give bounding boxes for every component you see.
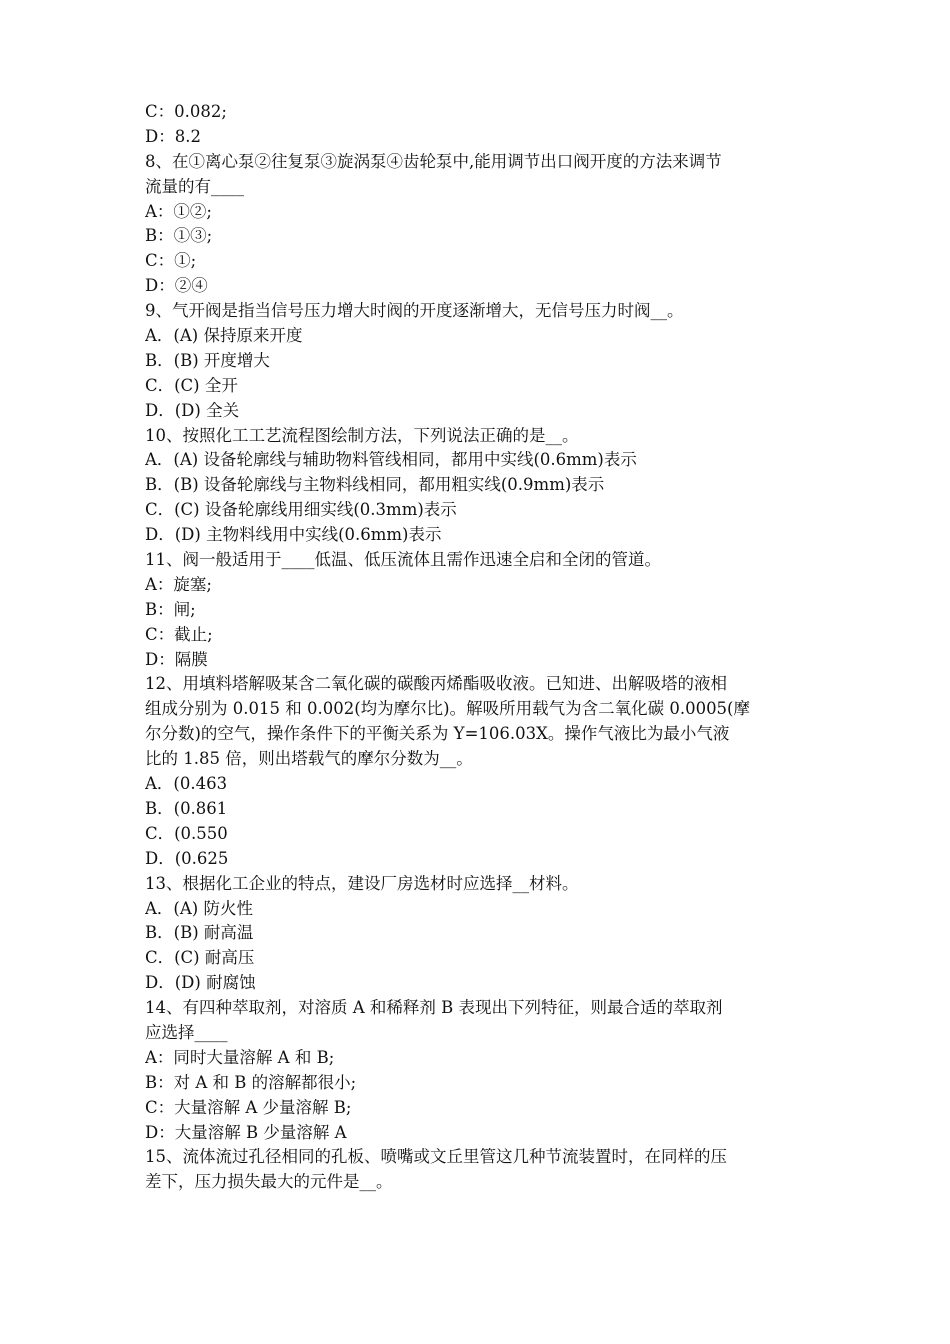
text-line: 应选择____ xyxy=(145,1022,228,1042)
text-line: 9、气开阀是指当信号压力增大时阀的开度逐渐增大，无信号压力时阀__。 xyxy=(145,301,684,321)
text-line: B．(B) 设备轮廓线与主物料线相同，都用粗实线(0.9mm)表示 xyxy=(145,475,605,495)
text-line: D：②④ xyxy=(145,276,208,296)
text-line: A：同时大量溶解 A 和 B; xyxy=(145,1047,335,1067)
text-line: A：①②; xyxy=(145,201,212,221)
text-line: 14、有四种萃取剂，对溶质 A 和稀释剂 B 表现出下列特征，则最合适的萃取剂 xyxy=(145,998,723,1018)
text-line: C．(C) 耐高压 xyxy=(145,948,255,968)
text-line: B．(B) 开度增大 xyxy=(145,350,270,370)
text-line: C：0.082; xyxy=(145,102,227,121)
text-line: D：8.2 xyxy=(145,126,201,146)
text-line: D：大量溶解 B 少量溶解 A xyxy=(145,1122,347,1142)
text-line: D．(D) 耐腐蚀 xyxy=(145,973,256,993)
text-line: A．(A) 保持原来开度 xyxy=(145,326,303,346)
text-line: D．(D) 主物料线用中实线(0.6mm)表示 xyxy=(145,525,442,545)
document-body xyxy=(145,100,810,1195)
text-line: A．(0.463 xyxy=(145,774,228,794)
text-line: 差下，压力损失最大的元件是__。 xyxy=(145,1172,393,1192)
text-line: A．(A) 防火性 xyxy=(145,898,253,918)
text-line: C：①; xyxy=(145,251,197,271)
text-line: D：隔膜 xyxy=(145,649,208,669)
text-line: 10、按照化工工艺流程图绘制方法，下列说法正确的是__。 xyxy=(145,425,579,445)
text-line: 流量的有____ xyxy=(145,176,244,196)
text-line: C．(C) 全开 xyxy=(145,375,238,395)
text-line: B：①③; xyxy=(145,226,213,246)
text-line: 12、用填料塔解吸某含二氧化碳的碳酸丙烯酯吸收液。已知进、出解吸塔的液相 xyxy=(145,674,727,694)
text-line: C：大量溶解 A 少量溶解 B; xyxy=(145,1097,352,1117)
text-line: D．(0.625 xyxy=(145,848,229,868)
text-line: 15、流体流过孔径相同的孔板、喷嘴或文丘里管这几种节流装置时，在同样的压 xyxy=(145,1147,727,1167)
text-line: 11、阀一般适用于____低温、低压流体且需作迅速全启和全闭的管道。 xyxy=(145,550,661,570)
text-line: C：截止; xyxy=(145,624,213,644)
text-line: B．(0.861 xyxy=(145,798,228,818)
text-line: B：对 A 和 B 的溶解都很小; xyxy=(145,1072,357,1092)
text-line: 组成分别为 0.015 和 0.002(均为摩尔比)。解吸所用载气为含二氧化碳 0.0005(摩 xyxy=(145,699,750,719)
text-line: C．(0.550 xyxy=(145,823,228,843)
text-line: 8、在①离心泵②往复泵③旋涡泵④齿轮泵中,能用调节出口阀开度的方法来调节 xyxy=(145,151,722,171)
text-line: B．(B) 耐高温 xyxy=(145,923,254,943)
text-line: D．(D) 全关 xyxy=(145,400,240,420)
text-line: A：旋塞; xyxy=(145,574,212,594)
text-line: 尔分数)的空气，操作条件下的平衡关系为 Y=106.03X。操作气液比为最小气液 xyxy=(145,724,730,744)
text-line: C．(C) 设备轮廓线用细实线(0.3mm)表示 xyxy=(145,500,457,520)
text-line: 13、根据化工企业的特点，建设厂房选材时应选择__材料。 xyxy=(145,873,579,893)
text-line: B：闸; xyxy=(145,599,196,619)
text-line: A．(A) 设备轮廓线与辅助物料管线相同，都用中实线(0.6mm)表示 xyxy=(145,450,637,470)
text-line: 比的 1.85 倍，则出塔载气的摩尔分数为__。 xyxy=(145,749,473,769)
